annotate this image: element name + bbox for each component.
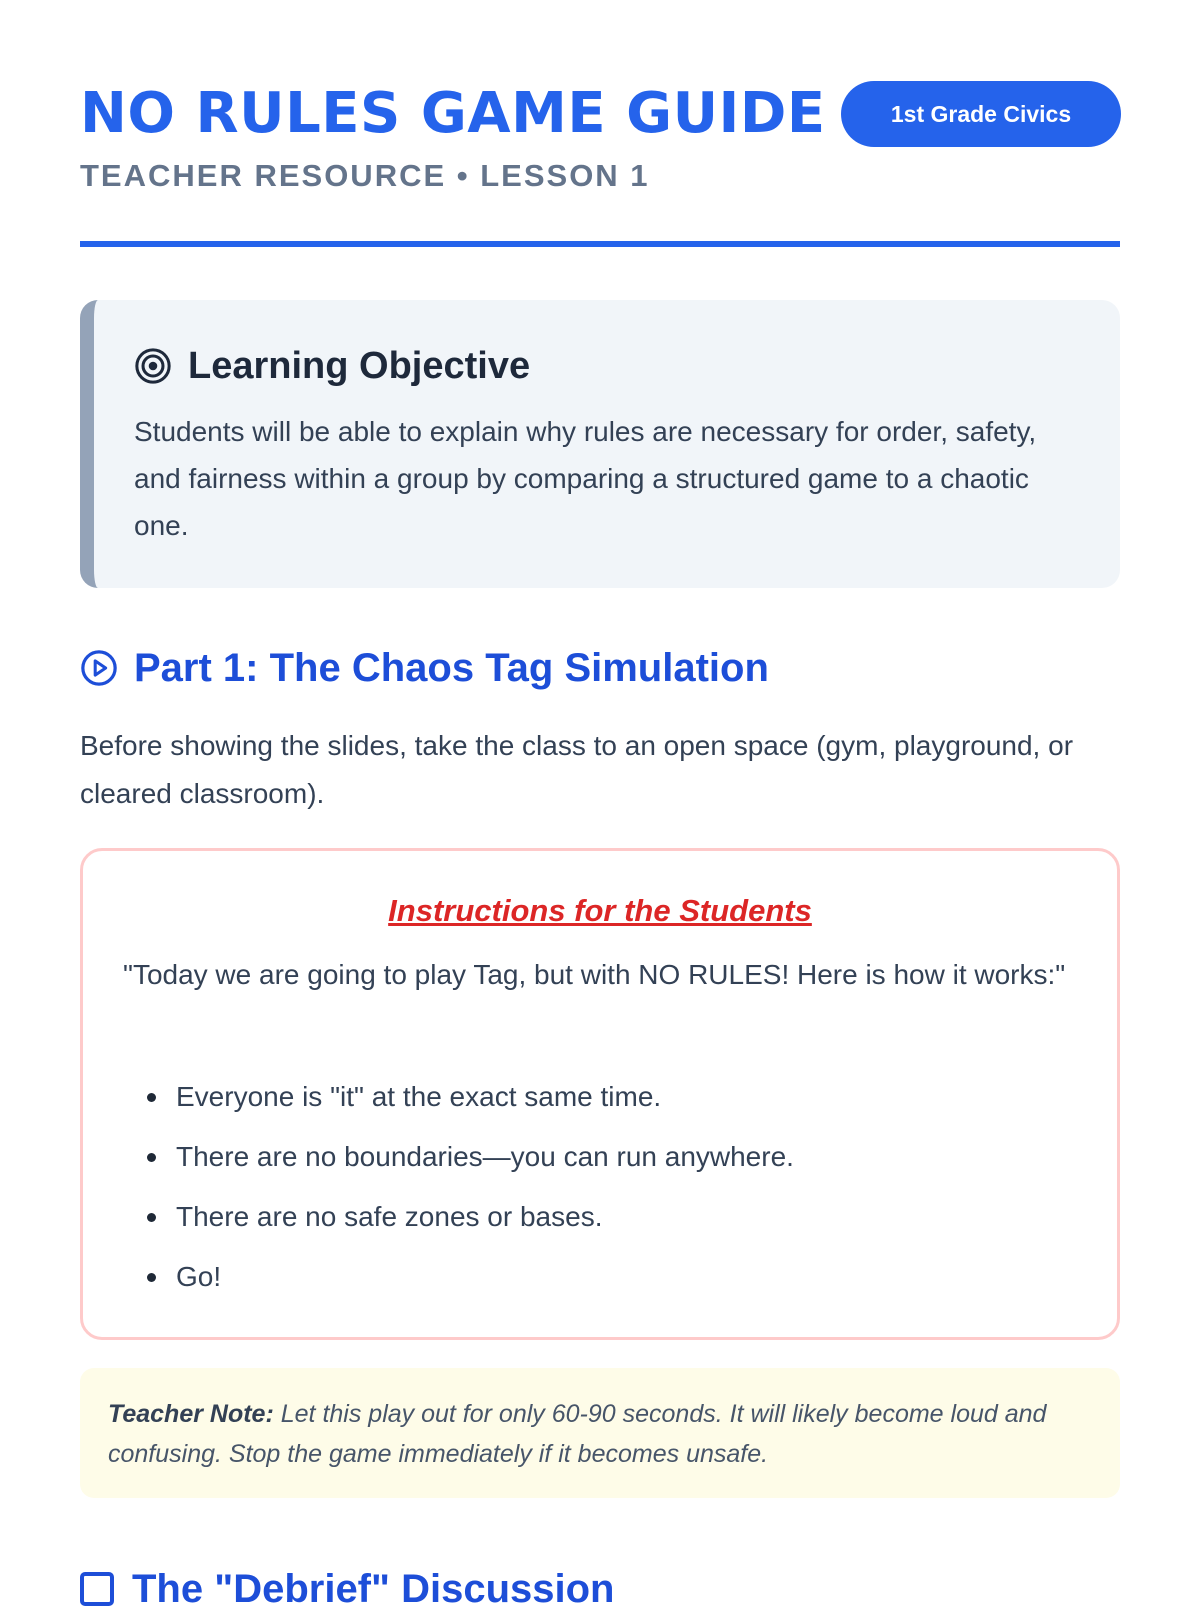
grade-badge: 1st Grade Civics	[841, 81, 1121, 147]
objective-heading	[134, 342, 530, 390]
page-subtitle: TEACHER RESOURCE • LESSON 1	[80, 158, 650, 193]
page-title: NO RULES GAME GUIDE	[80, 81, 826, 146]
part1-intro: Before showing the slides, take the class to an open space (gym, playground, or cleared classroom).	[80, 730, 1074, 809]
instructions-list	[123, 1067, 1073, 1307]
instructions-text: "Today we are going to play Tag, but with NO RULES! Here is how it works:"	[123, 959, 1066, 990]
header-divider	[80, 241, 1120, 247]
list-item: There are no safe zones or bases.	[123, 1187, 1073, 1247]
teacher-note	[80, 1368, 1120, 1498]
checkbox-icon	[80, 1572, 114, 1606]
part1-title: Part 1: The Chaos Tag Simulation	[134, 645, 769, 690]
learning-objective-card	[80, 300, 1120, 588]
student-instructions-box	[80, 848, 1120, 1340]
list-item: Go!	[123, 1247, 1073, 1307]
debrief-heading	[80, 1564, 614, 1614]
objective-text: Students will be able to explain why rules are necessary for order, safety, and fairness within a group by comparing a structured game to a chaotic one.	[134, 416, 1037, 541]
play-circle-icon	[80, 649, 118, 687]
teacher-note-text: Let this play out for only 60-90 seconds. It will likely become loud and confusing. Stop the game immediately if it becomes unsafe.	[108, 1400, 1047, 1468]
teacher-note-label: Teacher Note:	[108, 1400, 274, 1428]
objective-title: Learning Objective	[188, 344, 531, 387]
part1-heading	[80, 644, 769, 692]
target-icon	[134, 347, 172, 385]
debrief-title: The "Debrief" Discussion	[132, 1566, 615, 1611]
list-item: Everyone is "it" at the exact same time.	[123, 1067, 1073, 1127]
list-item: There are no boundaries—you can run anywhere.	[123, 1127, 1073, 1187]
header	[80, 81, 1120, 244]
instructions-title: Instructions for the Students	[388, 893, 812, 928]
